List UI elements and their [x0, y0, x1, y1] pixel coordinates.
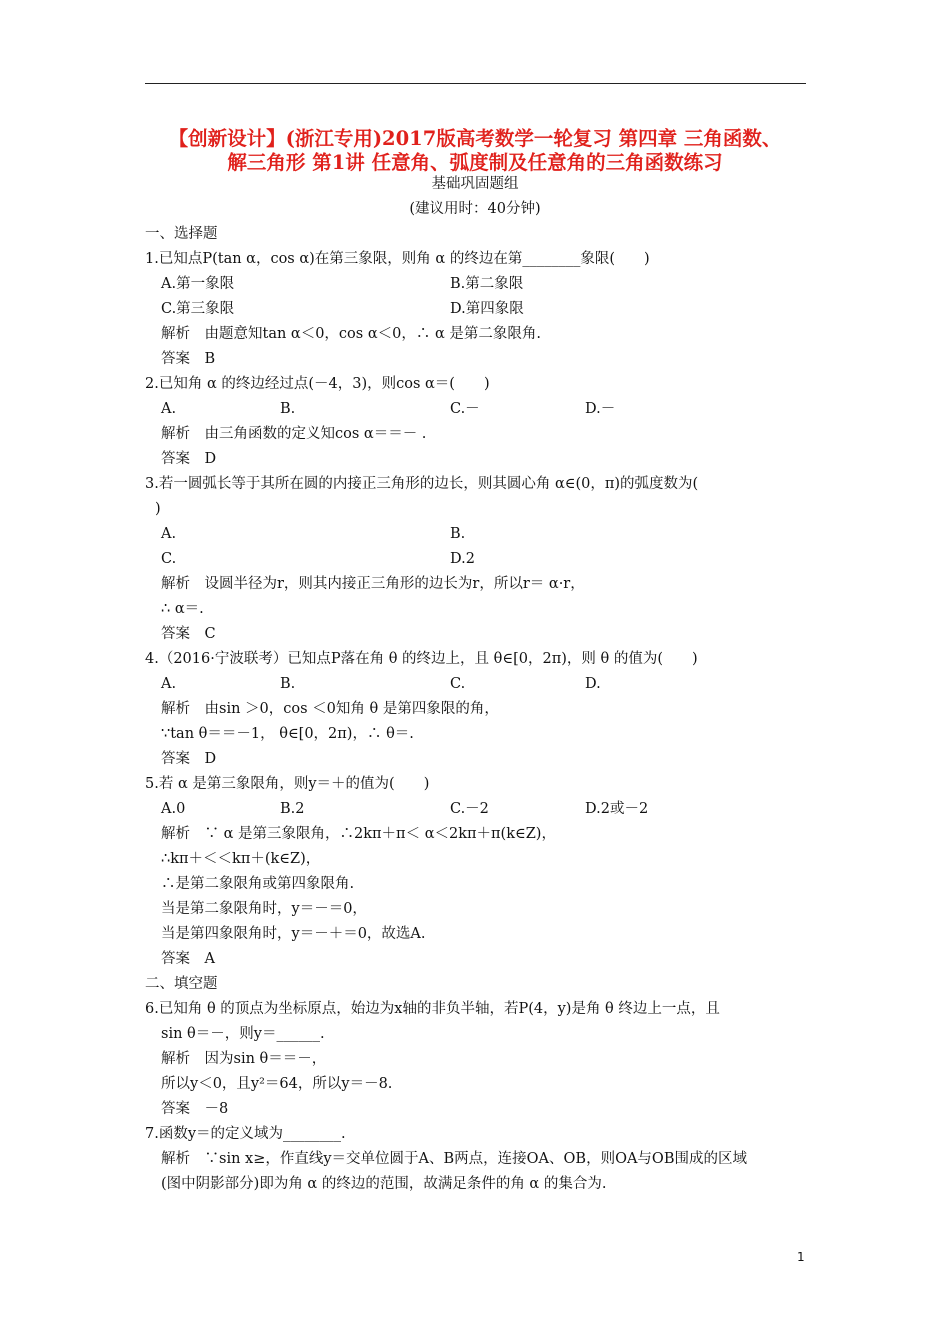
option-b: B.	[280, 401, 296, 417]
question-5: 5.若 α 是第三象限角，则y＝＋的值为( )	[145, 776, 430, 792]
option-a: A.	[161, 526, 177, 542]
question-3: 3.若一圆弧长等于其所在圆的内接正三角形的边长，则其圆心角 α∈(0，π)的弧度数为(	[145, 476, 699, 492]
answer-text: 答案 D	[161, 751, 217, 767]
option-b: B.第二象限	[450, 276, 524, 292]
option-c: C.第三象限	[161, 301, 235, 317]
document-title-line-2: 解三角形 第1讲 任意角、弧度制及任意角的三角函数练习	[227, 151, 723, 174]
question-2: 2.已知角 α 的终边经过点(－4，3)，则cos α＝( )	[145, 376, 490, 392]
question-1: 1.已知点P(tan α，cos α)在第三象限，则角 α 的终边在第________象限( )	[145, 251, 650, 267]
solution-text: ∵tan θ＝＝－1， θ∈[0，2π)，∴ θ＝.	[161, 726, 414, 742]
solution-text: 解析 因为sin θ＝＝－，	[161, 1051, 327, 1067]
option-b: B.	[450, 526, 466, 542]
option-a: A.0	[161, 801, 186, 817]
section-subtitle: 基础巩固题组	[431, 176, 519, 192]
option-a: A.	[161, 676, 177, 692]
solution-text: 解析 设圆半径为r，则其内接正三角形的边长为r，所以r＝ α·r，	[161, 576, 585, 592]
section-heading: 二、填空题	[145, 976, 218, 992]
answer-text: 答案 B	[161, 351, 216, 367]
option-d: D.第四象限	[450, 301, 524, 317]
solution-text: 当是第四象限角时，y＝－＋＝0，故选A.	[161, 926, 426, 942]
solution-text: 解析 由三角函数的定义知cos α＝＝－ .	[161, 426, 427, 442]
answer-text: 答案 D	[161, 451, 217, 467]
solution-text: ∴ α＝.	[161, 601, 204, 617]
option-b: B.	[280, 676, 296, 692]
document-title-line-1: 【创新设计】(浙江专用)2017版高考数学一轮复习 第四章 三角函数、	[168, 127, 782, 150]
solution-text: ∴kπ＋＜＜kπ＋(k∈Z)，	[161, 851, 321, 867]
question-6: 6.已知角 θ 的顶点为坐标原点，始边为x轴的非负半轴，若P(4，y)是角 θ 终边上一点，且	[145, 1001, 720, 1017]
option-a: A.第一象限	[161, 276, 235, 292]
question-3-continuation: )	[155, 501, 161, 517]
option-a: A.	[161, 401, 177, 417]
solution-text: 当是第二象限角时，y＝－＝0，	[161, 901, 367, 917]
solution-text: 解析 ∵ α 是第三象限角，∴2kπ＋π＜ α＜2kπ＋π(k∈Z)，	[161, 826, 556, 842]
answer-text: 答案 A	[161, 951, 215, 967]
option-b: B.2	[280, 801, 305, 817]
solution-text: 解析 由题意知tan α＜0，cos α＜0，∴ α 是第二象限角.	[161, 326, 541, 342]
option-d: D.2或－2	[585, 801, 649, 817]
option-c: C.	[450, 676, 466, 692]
solution-text: 解析 由sin ＞0，cos ＜0知角 θ 是第四象限的角，	[161, 701, 499, 717]
answer-text: 答案 C	[161, 626, 216, 642]
section-heading: 一、选择题	[145, 226, 218, 242]
question-4: 4.（2016·宁波联考）已知点P落在角 θ 的终边上，且 θ∈[0，2π)，则 θ 的值为( )	[145, 651, 698, 667]
solution-text: (图中阴影部分)即为角 α 的终边的范围，故满足条件的角 α 的集合为.	[161, 1176, 607, 1192]
question-6-continuation: sin θ＝－，则y＝______.	[161, 1026, 325, 1042]
answer-text: 答案 －8	[161, 1101, 229, 1117]
option-c: C.－	[450, 401, 480, 417]
option-c: C.	[161, 551, 177, 567]
solution-text: 所以y＜0，且y²＝64，所以y＝－8.	[161, 1076, 393, 1092]
header-rule	[145, 83, 806, 84]
option-c: C.－2	[450, 801, 489, 817]
option-d: D.－	[585, 401, 616, 417]
question-7: 7.函数y＝的定义域为________.	[145, 1126, 346, 1142]
page-number: 1	[797, 1250, 805, 1264]
option-d: D.2	[450, 551, 475, 567]
option-d: D.	[585, 676, 601, 692]
time-note: (建议用时：40分钟)	[409, 201, 541, 217]
solution-text: ∴是第二象限角或第四象限角.	[161, 876, 355, 892]
solution-text: 解析 ∵sin x≥，作直线y＝交单位圆于A、B两点，连接OA、OB，则OA与OB围成的区域	[161, 1151, 747, 1167]
